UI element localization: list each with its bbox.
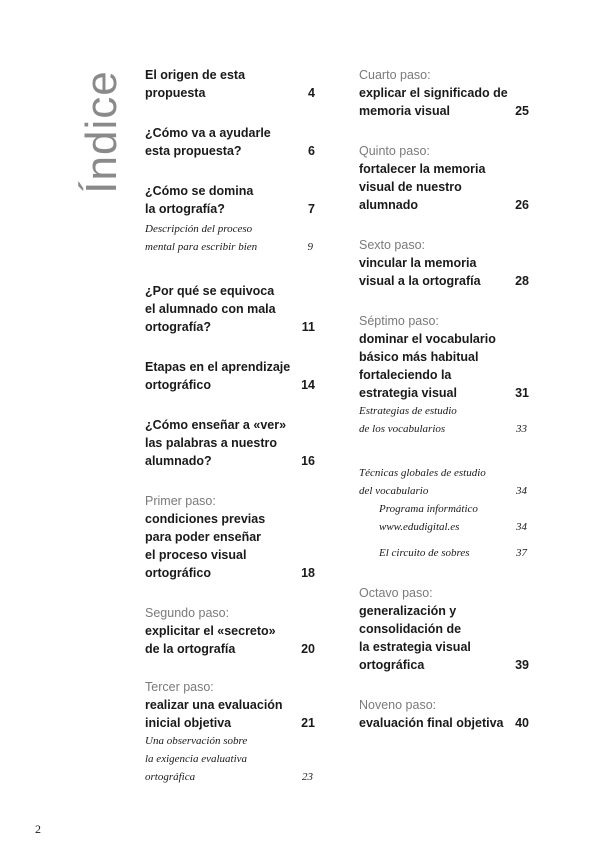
toc-subentry-line: Técnicas globales de estudio bbox=[359, 467, 486, 479]
toc-entry-line: ¿Cómo se domina bbox=[145, 184, 254, 198]
toc-subentry[interactable] bbox=[359, 464, 529, 500]
toc-entry-line: ¿Por qué se equivoca bbox=[145, 284, 275, 298]
toc-subentry-line: Descripción del proceso bbox=[145, 223, 253, 235]
toc-page-number: 25 bbox=[515, 104, 529, 118]
toc-page-number: 21 bbox=[301, 716, 315, 730]
toc-page-number: 14 bbox=[301, 378, 315, 392]
toc-entry-line: el alumnado con mala bbox=[145, 302, 276, 316]
step-label: Sexto paso: bbox=[359, 238, 426, 252]
toc-entry[interactable] bbox=[359, 584, 529, 674]
toc-entry[interactable] bbox=[359, 312, 529, 438]
toc-subentry-line: Estrategias de estudio bbox=[359, 405, 457, 417]
toc-entry-line: memoria visual bbox=[359, 104, 451, 118]
toc-entry[interactable] bbox=[359, 142, 529, 214]
toc-entry[interactable] bbox=[359, 236, 529, 290]
toc-entry[interactable] bbox=[359, 696, 529, 732]
toc-entry-line: El origen de esta bbox=[145, 68, 246, 82]
toc-entry-line: alumnado bbox=[359, 198, 419, 212]
toc-entry-line: inicial objetiva bbox=[145, 716, 232, 730]
toc-left-column bbox=[145, 66, 315, 806]
toc-subentry-line: Programa informático bbox=[379, 503, 478, 515]
toc-entry-line: para poder enseñar bbox=[145, 530, 262, 544]
step-label: Séptimo paso: bbox=[359, 314, 439, 328]
toc-entry[interactable] bbox=[145, 358, 315, 394]
toc-page-number: 34 bbox=[516, 485, 527, 497]
toc-right-column bbox=[359, 66, 529, 752]
toc-entry-line: propuesta bbox=[145, 86, 206, 100]
toc-page-number: 4 bbox=[308, 86, 315, 100]
toc-entry-line: las palabras a nuestro bbox=[145, 436, 278, 450]
step-label: Segundo paso: bbox=[145, 606, 230, 620]
toc-subentry-line: El circuito de sobres bbox=[379, 547, 470, 559]
toc-subentry[interactable] bbox=[145, 732, 315, 786]
toc-entry-line: visual de nuestro bbox=[359, 180, 462, 194]
toc-page-number: 31 bbox=[515, 386, 529, 400]
toc-entry-line: condiciones previas bbox=[145, 512, 266, 526]
toc-subentry-line: www.edudigital.es bbox=[379, 521, 460, 533]
toc-subentry[interactable] bbox=[359, 402, 529, 438]
toc-subentry-line: Una observación sobre bbox=[145, 735, 248, 747]
toc-subentry[interactable] bbox=[359, 500, 529, 536]
toc-entry-line: esta propuesta? bbox=[145, 144, 242, 158]
toc-page-number: 6 bbox=[308, 144, 315, 158]
toc-entry[interactable] bbox=[359, 66, 529, 120]
toc-entry-line: visual a la ortografía bbox=[359, 274, 481, 288]
toc-page-number: 26 bbox=[515, 198, 529, 212]
toc-entry-line: consolidación de bbox=[359, 622, 462, 636]
toc-page-number: 40 bbox=[515, 716, 529, 730]
toc-entry[interactable] bbox=[145, 182, 315, 256]
toc-page-number: 11 bbox=[301, 320, 315, 334]
index-title-text: Índice bbox=[77, 70, 126, 194]
toc-entry[interactable] bbox=[145, 416, 315, 470]
toc-entry[interactable] bbox=[145, 604, 315, 658]
toc-page-number: 23 bbox=[302, 771, 313, 783]
toc-page-number: 18 bbox=[301, 566, 315, 580]
toc-page-number: 7 bbox=[308, 202, 315, 216]
toc-subentry-line: del vocabulario bbox=[359, 485, 429, 497]
toc-entry-line: alumnado? bbox=[145, 454, 212, 468]
page-number: 2 bbox=[35, 822, 41, 836]
toc-entry-line: ortográfico bbox=[145, 378, 211, 392]
toc-entry-line: estrategia visual bbox=[359, 386, 457, 400]
toc-subentry[interactable] bbox=[359, 544, 529, 562]
toc-subentry-line: de los vocabularios bbox=[359, 423, 446, 435]
toc-entry-line: la estrategia visual bbox=[359, 640, 471, 654]
toc-page-number: 28 bbox=[515, 274, 529, 288]
toc-page-number: 33 bbox=[516, 423, 527, 435]
toc-page-number: 34 bbox=[516, 521, 527, 533]
step-label: Primer paso: bbox=[145, 494, 216, 508]
index-title bbox=[77, 66, 126, 198]
toc-entry[interactable] bbox=[145, 282, 315, 336]
toc-subentry-line: mental para escribir bien bbox=[145, 241, 258, 253]
toc-entry-line: ortográfica bbox=[359, 658, 425, 672]
step-label: Quinto paso: bbox=[359, 144, 430, 158]
toc-entry[interactable] bbox=[145, 66, 315, 102]
toc-entry-line: Etapas en el aprendizaje bbox=[145, 360, 291, 374]
toc-entry-line: la ortografía? bbox=[145, 202, 225, 216]
toc-page-number: 37 bbox=[516, 547, 527, 559]
toc-page-number: 9 bbox=[307, 241, 313, 253]
toc-entry-line: fortalecer la memoria bbox=[359, 162, 486, 176]
toc-subentry-line: la exigencia evaluativa bbox=[145, 753, 248, 765]
toc-page-number: 39 bbox=[515, 658, 529, 672]
toc-entry-line: explicar el significado de bbox=[359, 86, 508, 100]
toc-subentry[interactable] bbox=[145, 220, 315, 256]
toc-entry-line: ortográfico bbox=[145, 566, 211, 580]
toc-entry-line: ¿Cómo enseñar a «ver» bbox=[145, 418, 287, 432]
toc-entry[interactable] bbox=[359, 464, 529, 562]
step-label: Tercer paso: bbox=[145, 680, 214, 694]
step-label: Cuarto paso: bbox=[359, 68, 431, 82]
toc-entry-line: explicitar el «secreto» bbox=[145, 624, 276, 638]
step-label: Noveno paso: bbox=[359, 698, 437, 712]
toc-entry-line: realizar una evaluación bbox=[145, 698, 283, 712]
toc-entry[interactable] bbox=[145, 492, 315, 582]
toc-entry-line: vincular la memoria bbox=[359, 256, 477, 270]
toc-entry[interactable] bbox=[145, 678, 315, 786]
step-label: Octavo paso: bbox=[359, 586, 433, 600]
toc-entry-line: ¿Cómo va a ayudarle bbox=[145, 126, 271, 140]
toc-entry-line: fortaleciendo la bbox=[359, 368, 452, 382]
toc-entry-line: ortografía? bbox=[145, 320, 211, 334]
toc-page-number: 16 bbox=[301, 454, 315, 468]
toc-entry[interactable] bbox=[145, 124, 315, 160]
toc-entry-line: evaluación final objetiva bbox=[359, 716, 504, 730]
toc-entry-line: el proceso visual bbox=[145, 548, 247, 562]
toc-subentry-line: ortográfica bbox=[145, 771, 196, 783]
toc-page-number: 20 bbox=[301, 642, 315, 656]
toc-entry-line: de la ortografía bbox=[145, 642, 236, 656]
toc-entry-line: generalización y bbox=[359, 604, 457, 618]
toc-entry-line: dominar el vocabulario bbox=[359, 332, 496, 346]
toc-entry-line: básico más habitual bbox=[359, 350, 479, 364]
